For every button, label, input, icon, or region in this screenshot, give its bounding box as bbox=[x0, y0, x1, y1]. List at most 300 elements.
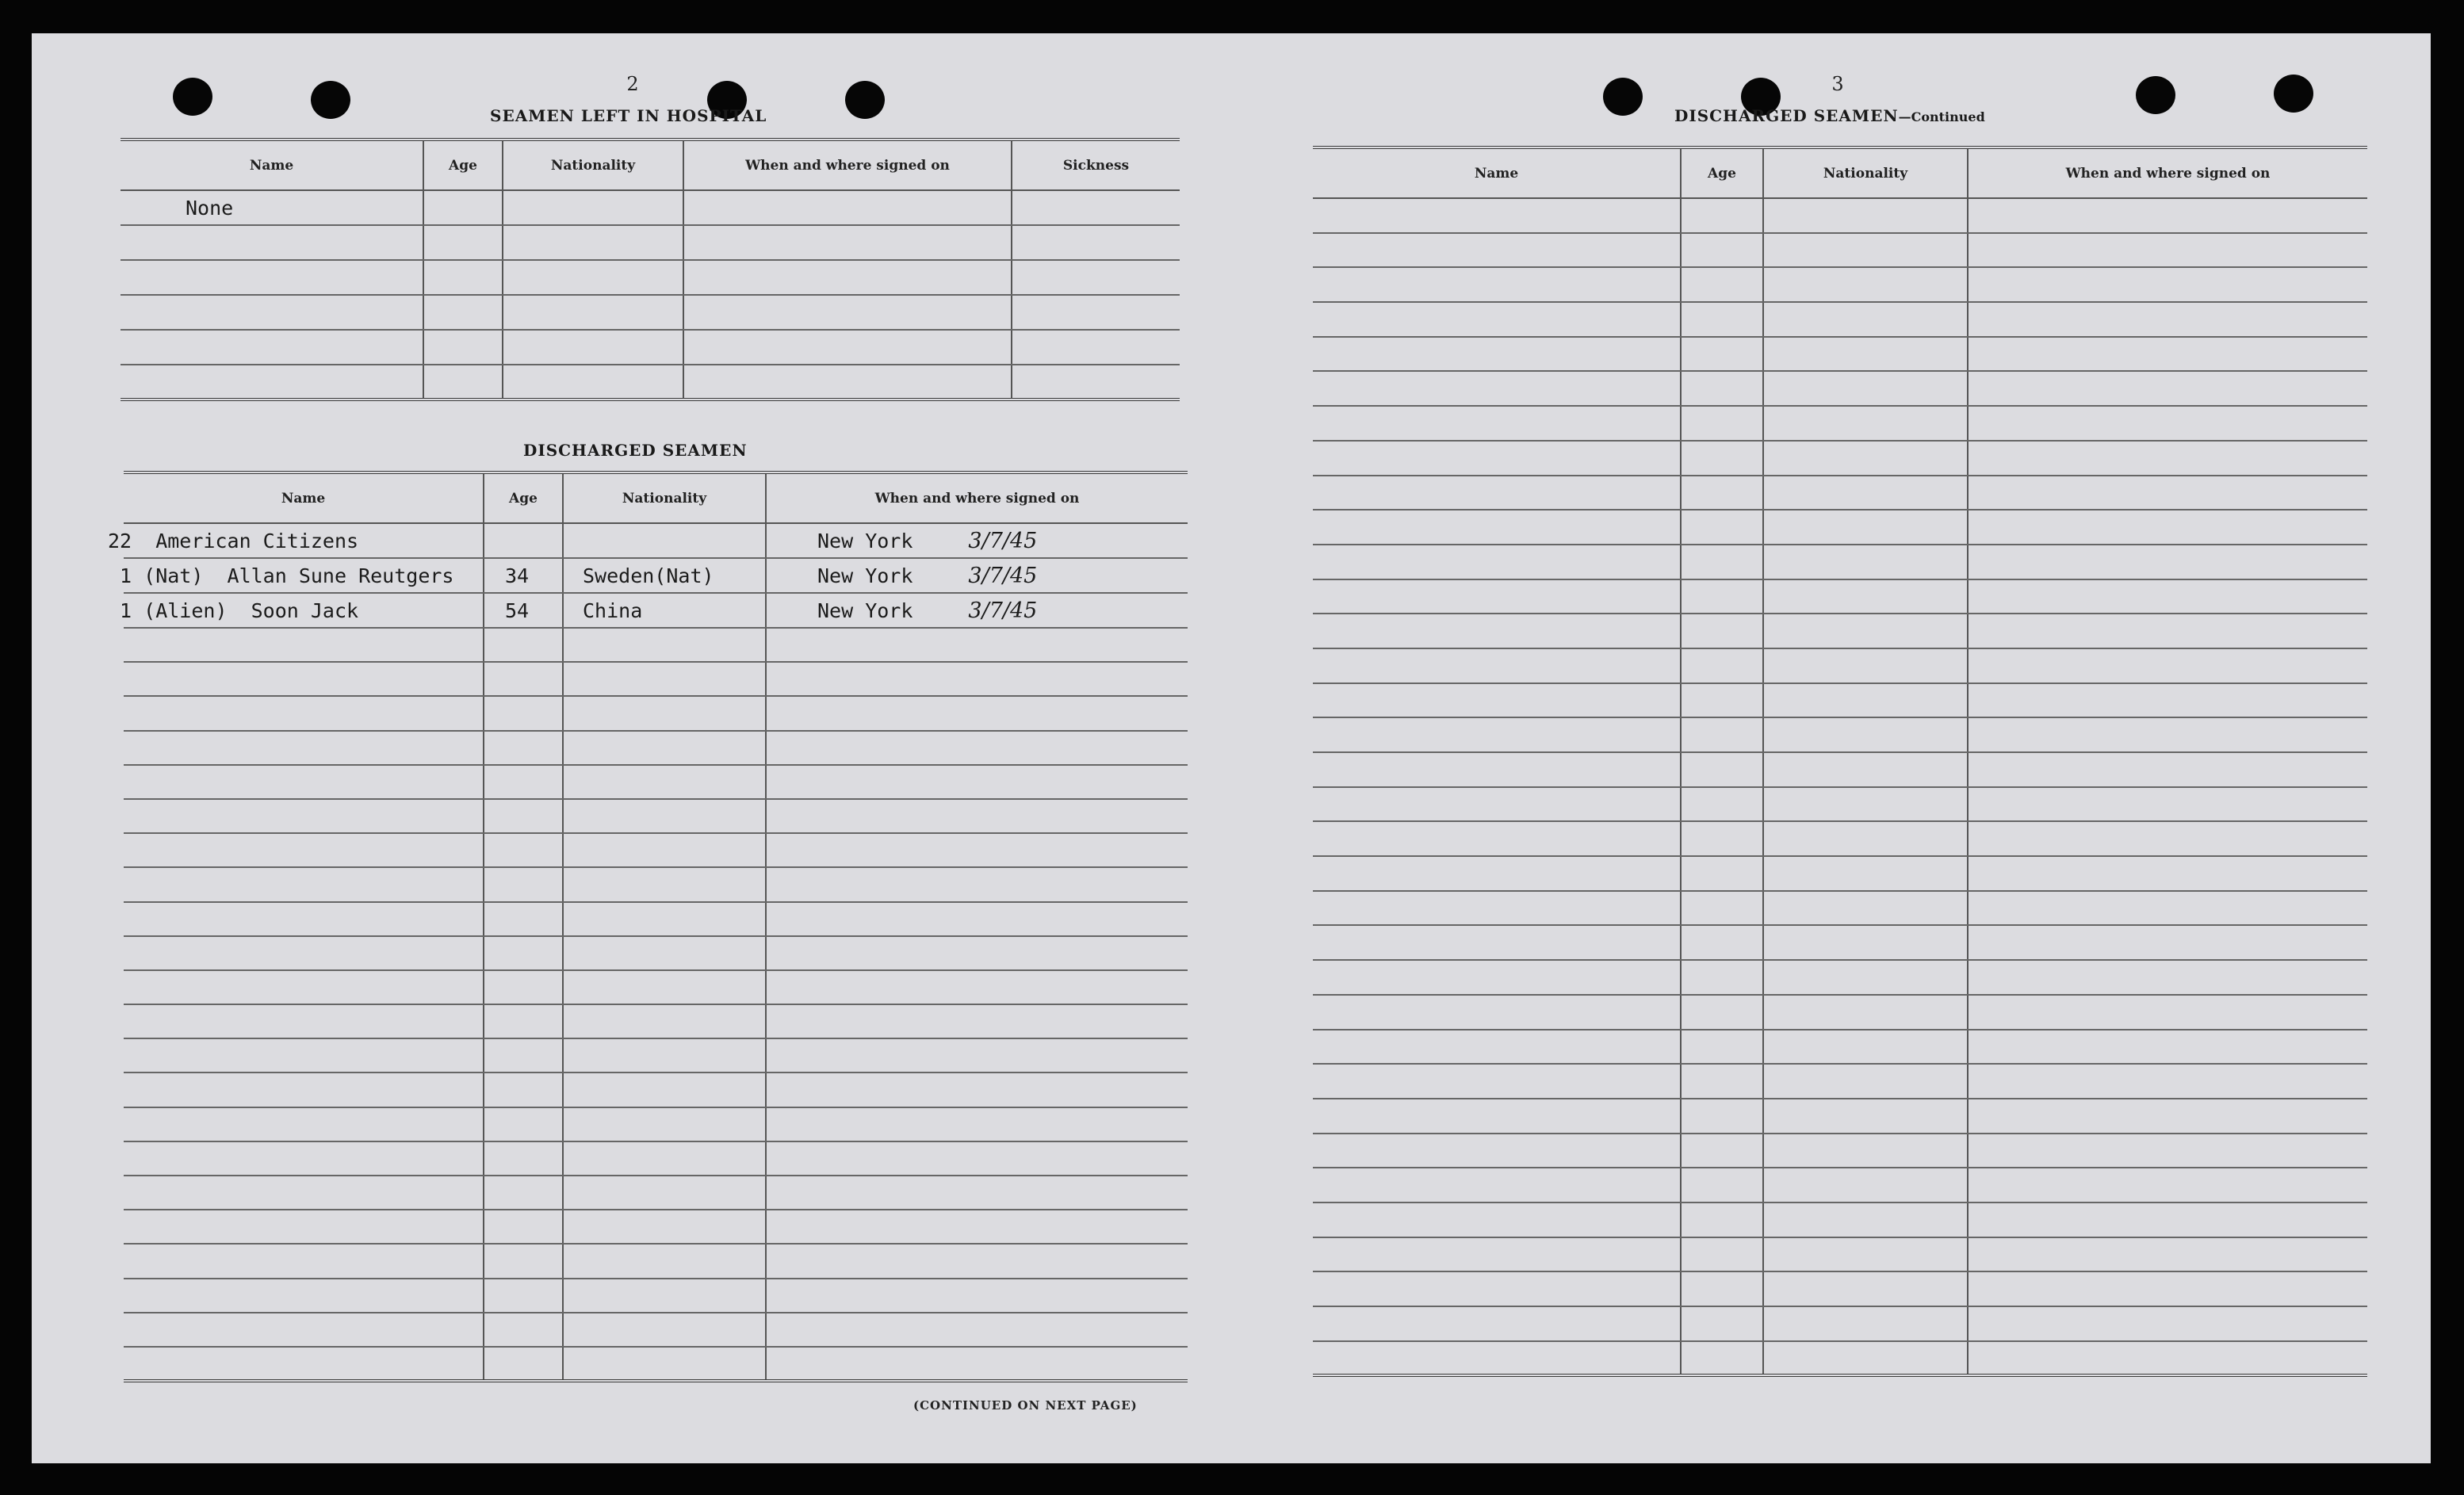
table-cell bbox=[766, 1004, 1188, 1038]
table-cell bbox=[1968, 856, 2367, 891]
table-cell bbox=[1681, 337, 1763, 372]
table-cell bbox=[766, 833, 1188, 867]
column-header: Sickness bbox=[1012, 140, 1180, 190]
table-cell bbox=[124, 731, 484, 765]
table-cell bbox=[1968, 1202, 2367, 1237]
table-cell bbox=[1968, 441, 2367, 476]
table-cell bbox=[563, 833, 766, 867]
punch-hole bbox=[311, 81, 350, 119]
table-cell bbox=[1313, 1237, 1681, 1272]
table-row bbox=[124, 696, 1188, 730]
table-cell bbox=[1968, 1134, 2367, 1168]
table-cell bbox=[124, 1313, 484, 1347]
table-cell bbox=[1681, 787, 1763, 822]
table-row bbox=[124, 799, 1188, 833]
table-cell bbox=[503, 295, 683, 330]
table-cell bbox=[484, 1313, 563, 1347]
table-cell bbox=[124, 1107, 484, 1141]
table-cell bbox=[766, 662, 1188, 696]
table-cell bbox=[1763, 787, 1968, 822]
discharged-table bbox=[108, 471, 1188, 1382]
table-cell bbox=[1763, 267, 1968, 302]
table-cell bbox=[1763, 648, 1968, 683]
table-cell bbox=[1681, 233, 1763, 268]
table-cell bbox=[484, 1347, 563, 1381]
table-row bbox=[124, 867, 1188, 901]
column-header: When and where signed on bbox=[1968, 147, 2367, 198]
table-row bbox=[1313, 1030, 2367, 1065]
table-cell bbox=[1763, 614, 1968, 648]
table-cell bbox=[1968, 267, 2367, 302]
table-row bbox=[124, 593, 1188, 628]
table-cell bbox=[1968, 683, 2367, 718]
table-row bbox=[124, 1072, 1188, 1107]
table-cell bbox=[563, 799, 766, 833]
table-cell bbox=[484, 628, 563, 662]
column-header: Age bbox=[423, 140, 503, 190]
table-cell bbox=[563, 1279, 766, 1313]
table-cell bbox=[484, 1004, 563, 1038]
table-cell bbox=[563, 902, 766, 936]
table-cell bbox=[124, 936, 484, 970]
table-row bbox=[1313, 752, 2367, 787]
table-cell bbox=[563, 731, 766, 765]
table-cell bbox=[1313, 717, 1681, 752]
table-cell bbox=[1313, 995, 1681, 1030]
table-cell bbox=[121, 365, 423, 400]
table-cell bbox=[1763, 198, 1968, 233]
table-cell bbox=[1681, 648, 1763, 683]
table-cell bbox=[563, 1176, 766, 1210]
right-page bbox=[1245, 33, 2431, 1463]
table-cell bbox=[423, 190, 503, 225]
table-cell bbox=[1968, 925, 2367, 960]
table-cell bbox=[1763, 925, 1968, 960]
table-row bbox=[124, 1244, 1188, 1278]
table-cell bbox=[503, 225, 683, 260]
table-cell bbox=[1012, 295, 1180, 330]
table-cell bbox=[124, 1347, 484, 1381]
table-cell bbox=[766, 1107, 1188, 1141]
table-row bbox=[124, 1038, 1188, 1072]
table-cell bbox=[1681, 371, 1763, 406]
table-cell bbox=[1968, 1341, 2367, 1376]
punch-hole bbox=[845, 81, 885, 119]
table-row bbox=[1313, 1064, 2367, 1099]
table-row bbox=[1313, 1134, 2367, 1168]
table-cell bbox=[766, 1313, 1188, 1347]
table-cell bbox=[484, 1141, 563, 1176]
column-header: Age bbox=[1681, 147, 1763, 198]
table-cell bbox=[1763, 995, 1968, 1030]
table-cell bbox=[766, 936, 1188, 970]
table-cell bbox=[1763, 1271, 1968, 1306]
table-cell bbox=[1968, 1237, 2367, 1272]
column-header: Name bbox=[124, 472, 484, 523]
discharged-section-title: DISCHARGED SEAMEN bbox=[523, 441, 748, 460]
table-cell bbox=[1313, 1030, 1681, 1065]
table-cell bbox=[484, 867, 563, 901]
table-cell bbox=[124, 662, 484, 696]
table-row bbox=[124, 765, 1188, 799]
table-cell bbox=[683, 225, 1012, 260]
table-cell bbox=[1681, 1271, 1763, 1306]
column-header: Age bbox=[484, 472, 563, 523]
table-cell bbox=[1763, 717, 1968, 752]
table-cell bbox=[423, 260, 503, 295]
hospital-section-title: SEAMEN LEFT IN HOSPITAL bbox=[490, 106, 767, 125]
table-cell bbox=[683, 260, 1012, 295]
table-row bbox=[1313, 1237, 2367, 1272]
table-cell bbox=[1313, 787, 1681, 822]
table-cell bbox=[1968, 1168, 2367, 1202]
punch-hole bbox=[173, 78, 212, 116]
table-cell bbox=[1313, 545, 1681, 579]
table-cell bbox=[124, 867, 484, 901]
table-cell bbox=[1313, 1202, 1681, 1237]
table-cell bbox=[1313, 1168, 1681, 1202]
table-cell bbox=[1012, 225, 1180, 260]
table-cell bbox=[1681, 960, 1763, 995]
table-cell bbox=[1968, 648, 2367, 683]
table-cell bbox=[1313, 371, 1681, 406]
table-cell bbox=[124, 1038, 484, 1072]
table-row bbox=[1313, 1168, 2367, 1202]
table-cell bbox=[766, 696, 1188, 730]
signed-on-place: New York bbox=[817, 564, 913, 587]
table-cell bbox=[1763, 1134, 1968, 1168]
table-row bbox=[124, 1210, 1188, 1244]
table-cell bbox=[124, 1176, 484, 1210]
table-cell bbox=[1681, 198, 1763, 233]
table-row bbox=[124, 523, 1188, 558]
table-cell bbox=[1763, 476, 1968, 510]
table-cell bbox=[1313, 856, 1681, 891]
table-row bbox=[124, 1141, 1188, 1176]
signed-on-date: 3/7/45 bbox=[968, 598, 1038, 623]
hospital-table bbox=[121, 138, 1180, 401]
table-cell bbox=[484, 731, 563, 765]
table-row bbox=[1313, 995, 2367, 1030]
table-cell bbox=[1968, 1306, 2367, 1341]
table-cell bbox=[124, 799, 484, 833]
table-cell bbox=[1681, 1341, 1763, 1376]
table-cell bbox=[121, 225, 423, 260]
table-cell bbox=[484, 696, 563, 730]
table-row bbox=[1313, 406, 2367, 441]
title-suffix: —Continued bbox=[1898, 109, 1985, 124]
table-cell bbox=[1313, 476, 1681, 510]
table-cell bbox=[1968, 752, 2367, 787]
table-cell bbox=[1681, 1099, 1763, 1134]
table-row bbox=[121, 330, 1180, 365]
table-cell bbox=[766, 558, 1188, 593]
table-cell bbox=[1012, 330, 1180, 365]
table-cell bbox=[1313, 752, 1681, 787]
table-cell bbox=[484, 936, 563, 970]
table-cell bbox=[484, 902, 563, 936]
table-cell: 34 bbox=[484, 558, 563, 593]
table-cell bbox=[1313, 1099, 1681, 1134]
table-row bbox=[1313, 476, 2367, 510]
table-cell bbox=[124, 833, 484, 867]
table-cell bbox=[1763, 856, 1968, 891]
table-cell bbox=[1681, 579, 1763, 614]
table-cell bbox=[124, 696, 484, 730]
table-cell bbox=[124, 1004, 484, 1038]
table-cell: 22 American Citizens bbox=[100, 523, 460, 558]
table-cell bbox=[1681, 1168, 1763, 1202]
table-cell bbox=[1681, 925, 1763, 960]
table-cell bbox=[1681, 614, 1763, 648]
table-row bbox=[121, 190, 1180, 225]
table-cell: 1 (Alien) Soon Jack bbox=[100, 593, 460, 628]
table-cell bbox=[1681, 821, 1763, 856]
table-row bbox=[124, 1004, 1188, 1038]
table-cell bbox=[1763, 891, 1968, 926]
table-row bbox=[124, 936, 1188, 970]
table-cell bbox=[1681, 510, 1763, 545]
table-cell bbox=[1968, 1064, 2367, 1099]
table-cell bbox=[1681, 1030, 1763, 1065]
table-cell bbox=[1313, 510, 1681, 545]
table-cell bbox=[423, 365, 503, 400]
table-row bbox=[124, 1176, 1188, 1210]
table-cell bbox=[766, 628, 1188, 662]
column-header: Nationality bbox=[503, 140, 683, 190]
left-page bbox=[32, 33, 1245, 1463]
table-cell bbox=[1763, 406, 1968, 441]
table-row bbox=[1313, 545, 2367, 579]
table-cell bbox=[766, 1279, 1188, 1313]
table-row bbox=[1313, 891, 2367, 926]
table-row bbox=[124, 833, 1188, 867]
table-cell bbox=[121, 295, 423, 330]
table-cell bbox=[1763, 1099, 1968, 1134]
table-cell bbox=[563, 1038, 766, 1072]
table-row bbox=[1313, 856, 2367, 891]
table-row bbox=[124, 970, 1188, 1004]
table-cell bbox=[484, 1244, 563, 1278]
table-cell bbox=[766, 970, 1188, 1004]
table-cell bbox=[563, 523, 766, 558]
table-cell bbox=[484, 1072, 563, 1107]
table-cell bbox=[1968, 510, 2367, 545]
table-cell bbox=[1681, 545, 1763, 579]
table-cell bbox=[1763, 1064, 1968, 1099]
table-cell bbox=[484, 523, 563, 558]
table-row bbox=[1313, 717, 2367, 752]
table-cell bbox=[766, 1210, 1188, 1244]
table-cell bbox=[563, 1313, 766, 1347]
table-cell bbox=[563, 662, 766, 696]
table-row bbox=[124, 628, 1188, 662]
table-cell bbox=[1763, 233, 1968, 268]
table-cell bbox=[1968, 787, 2367, 822]
table-cell bbox=[1313, 1064, 1681, 1099]
table-cell bbox=[1763, 545, 1968, 579]
table-row bbox=[124, 558, 1188, 593]
table-cell bbox=[683, 365, 1012, 400]
table-cell bbox=[766, 902, 1188, 936]
table-cell bbox=[563, 1141, 766, 1176]
table-cell bbox=[1763, 752, 1968, 787]
table-cell bbox=[1313, 1134, 1681, 1168]
column-header: When and where signed on bbox=[766, 472, 1188, 523]
table-cell: 54 bbox=[484, 593, 563, 628]
table-cell bbox=[484, 1210, 563, 1244]
table-cell bbox=[124, 1210, 484, 1244]
table-cell bbox=[484, 1107, 563, 1141]
table-cell bbox=[1763, 1030, 1968, 1065]
table-cell bbox=[484, 1279, 563, 1313]
table-cell bbox=[1968, 995, 2367, 1030]
table-row bbox=[1313, 614, 2367, 648]
table-row bbox=[124, 1313, 1188, 1347]
table-cell bbox=[766, 1176, 1188, 1210]
table-cell bbox=[766, 1141, 1188, 1176]
signed-on-place: New York bbox=[817, 598, 913, 622]
table-cell bbox=[124, 1244, 484, 1278]
table-row bbox=[1313, 198, 2367, 233]
table-cell bbox=[124, 1279, 484, 1313]
table-cell bbox=[124, 902, 484, 936]
table-row bbox=[121, 365, 1180, 400]
table-cell bbox=[1763, 1202, 1968, 1237]
table-cell bbox=[124, 970, 484, 1004]
table-cell bbox=[1968, 1030, 2367, 1065]
table-row bbox=[1313, 683, 2367, 718]
table-cell bbox=[766, 593, 1188, 628]
table-cell bbox=[423, 295, 503, 330]
table-cell bbox=[1681, 267, 1763, 302]
column-header: When and where signed on bbox=[683, 140, 1012, 190]
table-cell bbox=[423, 330, 503, 365]
table-row bbox=[1313, 267, 2367, 302]
table-cell bbox=[1012, 365, 1180, 400]
table-cell bbox=[1763, 683, 1968, 718]
table-cell bbox=[1313, 891, 1681, 926]
table-cell bbox=[1763, 337, 1968, 372]
table-cell bbox=[1763, 302, 1968, 337]
table-cell bbox=[423, 225, 503, 260]
table-cell bbox=[1313, 1271, 1681, 1306]
table-cell bbox=[1968, 891, 2367, 926]
table-cell bbox=[1313, 1306, 1681, 1341]
table-row bbox=[1313, 787, 2367, 822]
table-row bbox=[1313, 648, 2367, 683]
table-cell bbox=[1763, 1341, 1968, 1376]
table-cell bbox=[1763, 371, 1968, 406]
column-header: Name bbox=[121, 140, 423, 190]
table-row bbox=[121, 260, 1180, 295]
table-row bbox=[121, 295, 1180, 330]
table-cell bbox=[1968, 371, 2367, 406]
table-cell bbox=[1313, 337, 1681, 372]
table-cell bbox=[563, 867, 766, 901]
table-cell bbox=[484, 970, 563, 1004]
table-cell bbox=[766, 867, 1188, 901]
table-cell bbox=[1313, 925, 1681, 960]
table-cell bbox=[766, 1072, 1188, 1107]
table-cell bbox=[503, 330, 683, 365]
table-row bbox=[124, 662, 1188, 696]
table-cell bbox=[1681, 1306, 1763, 1341]
table-cell bbox=[484, 833, 563, 867]
table-cell bbox=[1313, 198, 1681, 233]
signed-on-date: 3/7/45 bbox=[968, 528, 1038, 553]
table-cell bbox=[1313, 406, 1681, 441]
table-cell: Sweden(Nat) bbox=[563, 558, 766, 593]
table-row bbox=[1313, 337, 2367, 372]
table-row bbox=[1313, 1341, 2367, 1376]
table-cell bbox=[484, 765, 563, 799]
table-cell bbox=[563, 1004, 766, 1038]
table-cell bbox=[503, 365, 683, 400]
table-cell bbox=[1968, 406, 2367, 441]
table-cell bbox=[1763, 441, 1968, 476]
punch-hole bbox=[1603, 78, 1643, 116]
table-row bbox=[1313, 1306, 2367, 1341]
table-cell bbox=[1313, 233, 1681, 268]
table-row bbox=[1313, 371, 2367, 406]
table-cell bbox=[1968, 579, 2367, 614]
table-cell bbox=[1681, 302, 1763, 337]
table-cell bbox=[563, 1347, 766, 1381]
table-cell bbox=[124, 765, 484, 799]
table-cell: None bbox=[121, 190, 423, 225]
table-cell bbox=[1681, 856, 1763, 891]
table-cell bbox=[1968, 717, 2367, 752]
table-cell bbox=[503, 260, 683, 295]
column-header: Name bbox=[1313, 147, 1681, 198]
table-cell bbox=[1681, 1134, 1763, 1168]
table-cell bbox=[1763, 1306, 1968, 1341]
table-cell bbox=[484, 799, 563, 833]
table-cell bbox=[563, 1072, 766, 1107]
page-number: 3 bbox=[1831, 73, 1844, 95]
table-cell bbox=[1763, 960, 1968, 995]
table-cell bbox=[1763, 579, 1968, 614]
table-cell bbox=[1681, 891, 1763, 926]
table-cell bbox=[1968, 614, 2367, 648]
table-cell bbox=[1968, 198, 2367, 233]
table-cell bbox=[121, 330, 423, 365]
table-row bbox=[1313, 441, 2367, 476]
table-cell bbox=[1313, 267, 1681, 302]
table-row bbox=[1313, 821, 2367, 856]
table-cell bbox=[1763, 1237, 1968, 1272]
page-number: 2 bbox=[626, 73, 639, 95]
table-cell bbox=[563, 1210, 766, 1244]
table-cell bbox=[1968, 337, 2367, 372]
table-row bbox=[1313, 510, 2367, 545]
table-cell bbox=[1681, 476, 1763, 510]
table-cell bbox=[1681, 717, 1763, 752]
discharged-continued-title bbox=[1674, 106, 1985, 125]
table-cell bbox=[1313, 683, 1681, 718]
table-cell bbox=[1681, 995, 1763, 1030]
table-cell bbox=[1681, 683, 1763, 718]
table-row bbox=[124, 1107, 1188, 1141]
table-cell bbox=[1681, 1237, 1763, 1272]
table-cell bbox=[1968, 545, 2367, 579]
table-cell bbox=[683, 330, 1012, 365]
table-cell bbox=[1012, 260, 1180, 295]
table-row bbox=[124, 902, 1188, 936]
punch-hole bbox=[2274, 75, 2313, 113]
signed-on-date: 3/7/45 bbox=[968, 563, 1038, 588]
